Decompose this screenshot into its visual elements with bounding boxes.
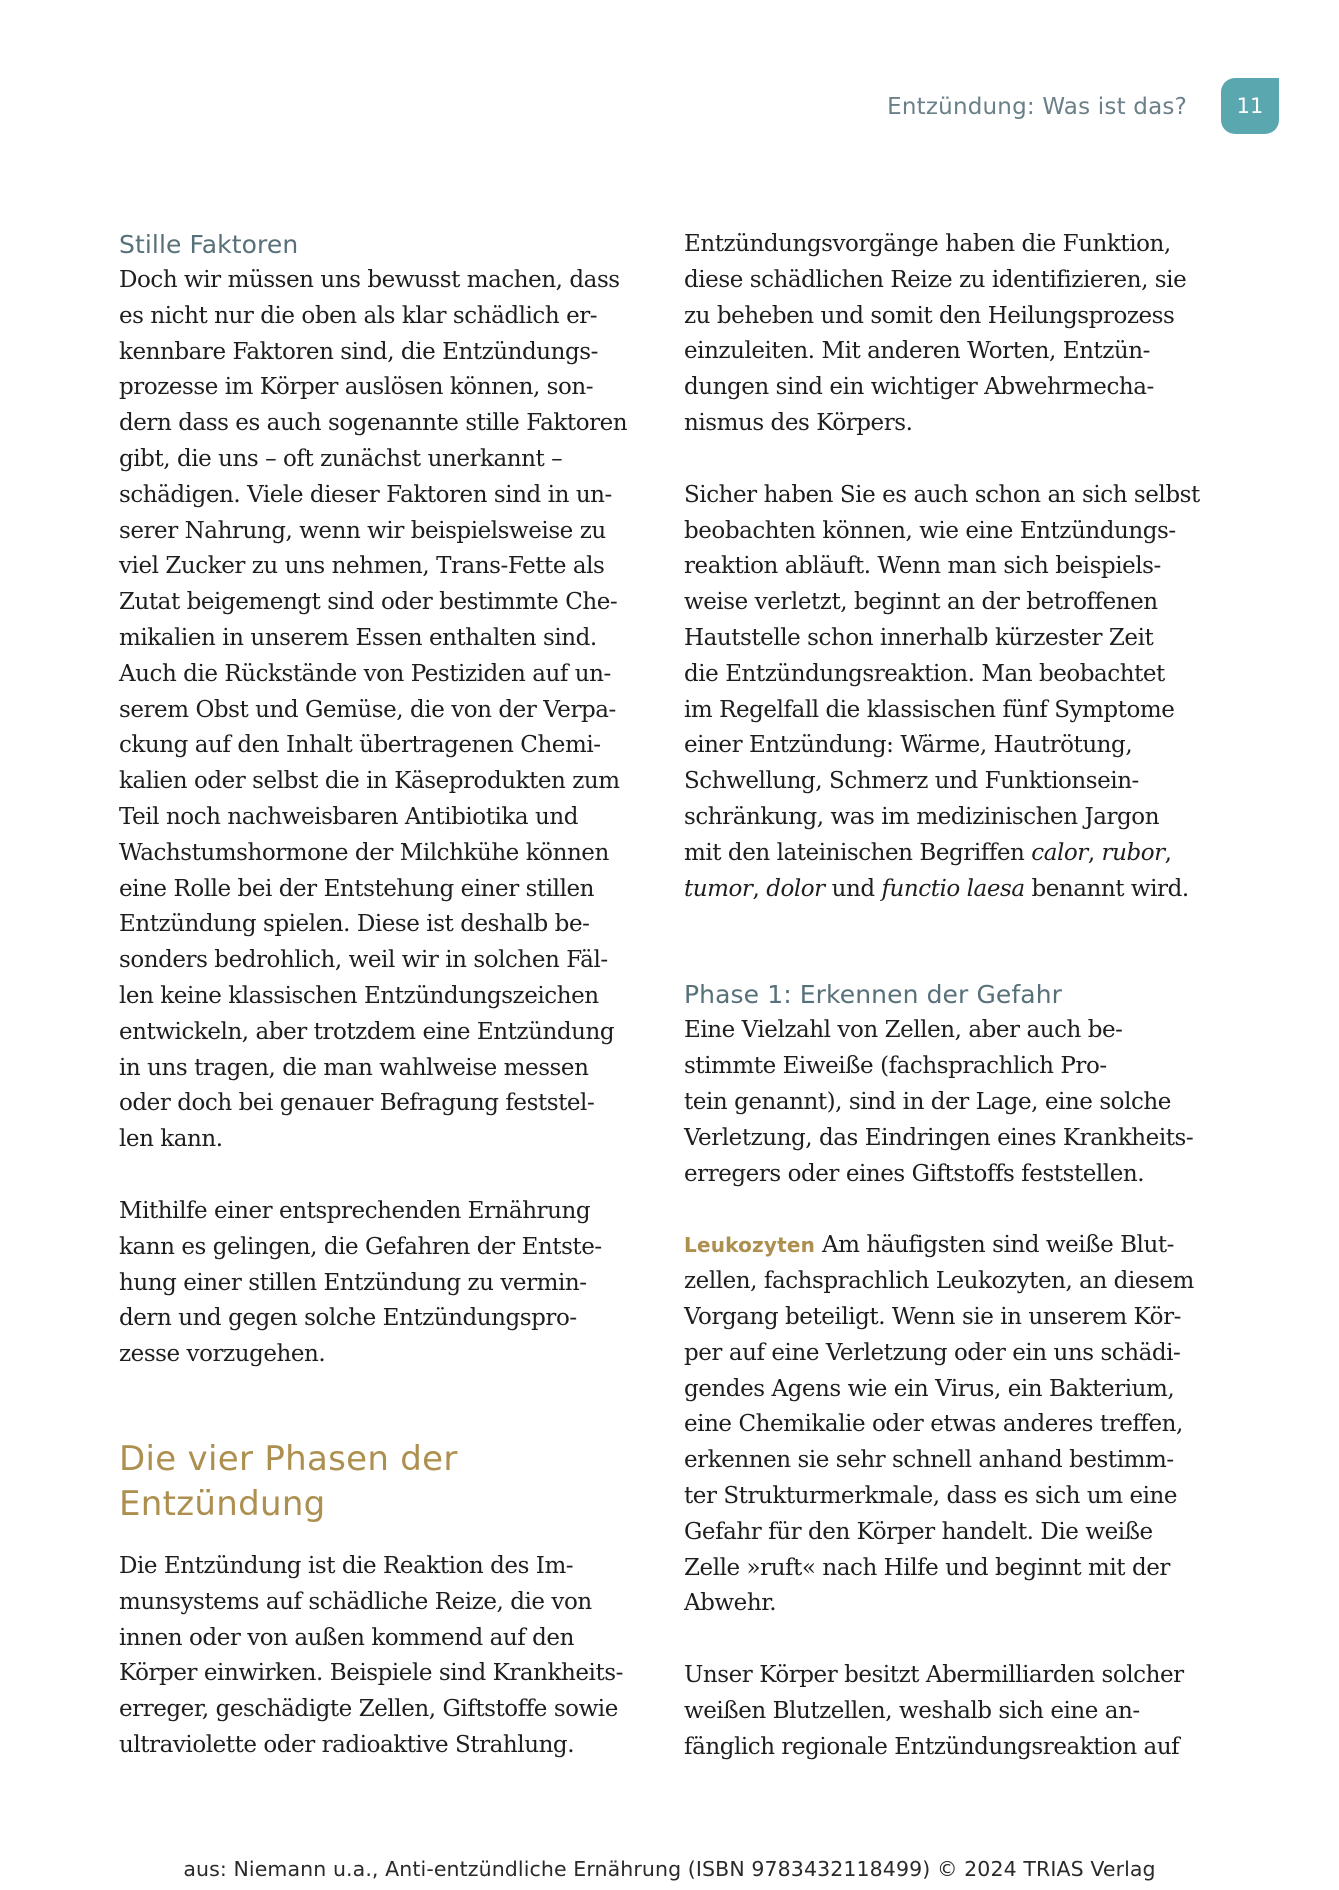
text-line: dern dass es auch sogenannte stille Faktoren xyxy=(119,410,628,437)
text-line: einer Entzündung: Wärme, Hautrötung, xyxy=(684,732,1133,759)
paragraph-funktion xyxy=(684,227,1204,442)
text-line: Schwellung, Schmerz und Funktionsein- xyxy=(684,768,1139,795)
text-line: Eine Vielzahl von Zellen, aber auch be- xyxy=(684,1017,1123,1044)
text-line: gendes Agens wie ein Virus, ein Bakterium, xyxy=(684,1375,1175,1402)
paragraph-abermilliarden xyxy=(684,1658,1204,1765)
text-line: len kann. xyxy=(119,1126,223,1153)
text-line: kann es gelingen, die Gefahren der Entste- xyxy=(119,1233,602,1260)
text-line: eine Chemikalie oder etwas anderes treffen, xyxy=(684,1411,1183,1438)
text-line: zu beheben und somit den Heilungsprozess xyxy=(684,302,1175,329)
text-line: munsystems auf schädliche Reize, die von xyxy=(119,1588,592,1615)
text-line: Zelle »ruft« nach Hilfe und beginnt mit der xyxy=(684,1554,1170,1581)
text-run: Am häufigsten sind weiße Blut- xyxy=(815,1232,1174,1259)
text-line: zellen, fachsprachlich Leukozyten, an diesem xyxy=(684,1268,1194,1295)
text-line: Verletzung, das Eindringen eines Krankheits- xyxy=(684,1124,1194,1151)
text-run: , xyxy=(1087,839,1102,866)
text-line: dern und gegen solche Entzündungspro- xyxy=(119,1305,577,1332)
text-run: , xyxy=(752,875,767,902)
copyright-footer: aus: Niemann u.a., Anti-entzündliche Ernährung (ISBN 9783432118499) © 2024 TRIAS Verlag xyxy=(183,1857,1156,1881)
text-line: prozesse im Körper auslösen können, son- xyxy=(119,374,594,401)
text-line: innen oder von außen kommend auf den xyxy=(119,1624,574,1651)
text-run: mit den lateinischen Begriffen xyxy=(684,839,1032,866)
text-line: Sicher haben Sie es auch schon an sich selbst xyxy=(684,481,1200,508)
text-line: Entzündung spielen. Diese ist deshalb be- xyxy=(119,911,590,938)
text-line: im Regelfall die klassischen fünf Symptome xyxy=(684,696,1175,723)
text-line: Die vier Phasen der xyxy=(119,1438,458,1479)
text-run: , xyxy=(1164,839,1172,866)
text-line: stimmte Eiweiße (fachsprachlich Pro- xyxy=(684,1053,1107,1080)
text-line: hung einer stillen Entzündung zu vermin- xyxy=(119,1269,587,1296)
text-line: Vorgang beteiligt. Wenn sie in unserem Kör- xyxy=(684,1303,1181,1330)
text-line: Körper einwirken. Beispiele sind Krankheits- xyxy=(119,1660,623,1687)
text-line: schädigen. Viele dieser Faktoren sind in un- xyxy=(119,481,612,508)
text-line: eine Rolle bei der Entstehung einer stillen xyxy=(119,875,595,902)
text-line: Gefahr für den Körper handelt. Die weiße xyxy=(684,1518,1153,1545)
text-line: sonders bedrohlich, weil wir in solchen Fäl- xyxy=(119,947,608,974)
latin-terms-line-1 xyxy=(684,836,1204,872)
text-line: einzuleiten. Mit anderen Worten, Entzün- xyxy=(684,338,1150,365)
latin-terms-line-2 xyxy=(684,872,1204,908)
text-line: ter Strukturmerkmale, dass es sich um eine xyxy=(684,1482,1178,1509)
keyword-leukozyten: Leukozyten xyxy=(684,1233,816,1258)
text-line: Abwehr. xyxy=(684,1590,777,1617)
running-title: Entzündung: Was ist das? xyxy=(887,94,1187,120)
text-line: Unser Körper besitzt Abermilliarden solcher xyxy=(684,1662,1184,1689)
text-line: Entzündung xyxy=(119,1483,326,1524)
section-heading-stille-faktoren: Stille Faktoren xyxy=(119,230,299,259)
text-line: ckung auf den Inhalt übertragenen Chemi- xyxy=(119,732,601,759)
text-line: schränkung, was im medizinischen Jargon xyxy=(684,803,1160,830)
text-line: Wachstumshormone der Milchkühe können xyxy=(119,839,609,866)
text-line: nismus des Körpers. xyxy=(684,409,913,436)
page-number-badge: 11 xyxy=(1221,78,1279,134)
text-run: und xyxy=(824,875,882,902)
term-functio-laesa: functio laesa xyxy=(881,875,1025,902)
text-line: reaktion abläuft. Wenn man sich beispiels- xyxy=(684,553,1161,580)
text-line: oder doch bei genauer Befragung feststel- xyxy=(119,1090,595,1117)
text-line: tein genannt), sind in der Lage, eine solche xyxy=(684,1088,1171,1115)
text-line: beobachten können, wie eine Entzündungs- xyxy=(684,517,1176,544)
text-line: ultraviolette oder radioaktive Strahlung. xyxy=(119,1731,575,1758)
leukozyten-first-line xyxy=(684,1228,1204,1264)
text-run: benannt wird. xyxy=(1024,875,1189,902)
text-line: Auch die Rückstände von Pestiziden auf un- xyxy=(119,660,611,687)
term-calor: calor xyxy=(1031,839,1088,866)
paragraph-stille-faktoren xyxy=(119,263,639,1158)
text-line: in uns tragen, die man wahlweise messen xyxy=(119,1054,589,1081)
text-line: serer Nahrung, wenn wir beispielsweise zu xyxy=(119,517,606,544)
text-line: fänglich regionale Entzündungsreaktion auf xyxy=(684,1733,1180,1760)
paragraph-definition xyxy=(119,1549,639,1764)
text-line: Doch wir müssen uns bewusst machen, dass xyxy=(119,267,620,293)
text-line: weise verletzt, beginnt an der betroffenen xyxy=(684,589,1158,616)
right-column xyxy=(684,227,1204,1765)
text-line: gibt, die uns – oft zunächst unerkannt – xyxy=(119,445,563,472)
term-rubor: rubor xyxy=(1101,839,1165,866)
text-line: len keine klassischen Entzündungszeichen xyxy=(119,982,599,1009)
chapter-heading-vier-phasen xyxy=(119,1437,639,1527)
text-line: entwickeln, aber trotzdem eine Entzündung xyxy=(119,1018,615,1045)
paragraph-leukozyten xyxy=(684,1228,1204,1622)
text-line: serem Obst und Gemüse, die von der Verpa- xyxy=(119,696,616,723)
text-line: diese schädlichen Reize zu identifizieren, sie xyxy=(684,266,1187,293)
left-column xyxy=(119,227,639,1764)
text-line: die Entzündungsreaktion. Man beobachtet xyxy=(684,660,1165,687)
paragraph-symptome-lines xyxy=(684,478,1204,836)
paragraph-phase-1 xyxy=(684,1013,1204,1192)
text-line: Hautstelle schon innerhalb kürzester Zeit xyxy=(684,624,1154,651)
text-line: mikalien in unserem Essen enthalten sind. xyxy=(119,624,597,651)
text-line: weißen Blutzellen, weshalb sich eine an- xyxy=(684,1697,1140,1724)
text-line: Zutat beigemengt sind oder bestimmte Che- xyxy=(119,589,618,616)
text-line: erreger, geschädigte Zellen, Giftstoffe sowie xyxy=(119,1696,618,1723)
text-line: Die Entzündung ist die Reaktion des Im- xyxy=(119,1552,574,1579)
text-line: viel Zucker zu uns nehmen, Trans-Fette als xyxy=(119,553,605,580)
text-line: kalien oder selbst die in Käseprodukten zum xyxy=(119,768,620,795)
section-heading-phase-1: Phase 1: Erkennen der Gefahr xyxy=(684,980,1063,1010)
text-line: erkennen sie sehr schnell anhand bestimm- xyxy=(684,1447,1174,1474)
text-line: dungen sind ein wichtiger Abwehrmecha- xyxy=(684,374,1154,401)
text-line: Entzündungsvorgänge haben die Funktion, xyxy=(684,231,1171,257)
text-line: zesse vorzugehen. xyxy=(119,1341,326,1368)
text-line: per auf eine Verletzung oder ein uns schädi- xyxy=(684,1339,1181,1366)
paragraph-leukozyten-lines xyxy=(684,1264,1204,1622)
text-line: erregers oder eines Giftstoffs feststellen. xyxy=(684,1160,1145,1187)
term-dolor: dolor xyxy=(766,875,825,902)
text-line: Mithilfe einer entsprechenden Ernährung xyxy=(119,1197,591,1224)
term-tumor: tumor xyxy=(684,875,753,902)
text-line: kennbare Faktoren sind, die Entzündungs- xyxy=(119,338,598,365)
text-line: es nicht nur die oben als klar schädlich er- xyxy=(119,302,598,329)
paragraph-mithilfe xyxy=(119,1194,639,1373)
paragraph-symptome xyxy=(684,478,1204,908)
text-line: Teil noch nachweisbaren Antibiotika und xyxy=(119,803,579,830)
